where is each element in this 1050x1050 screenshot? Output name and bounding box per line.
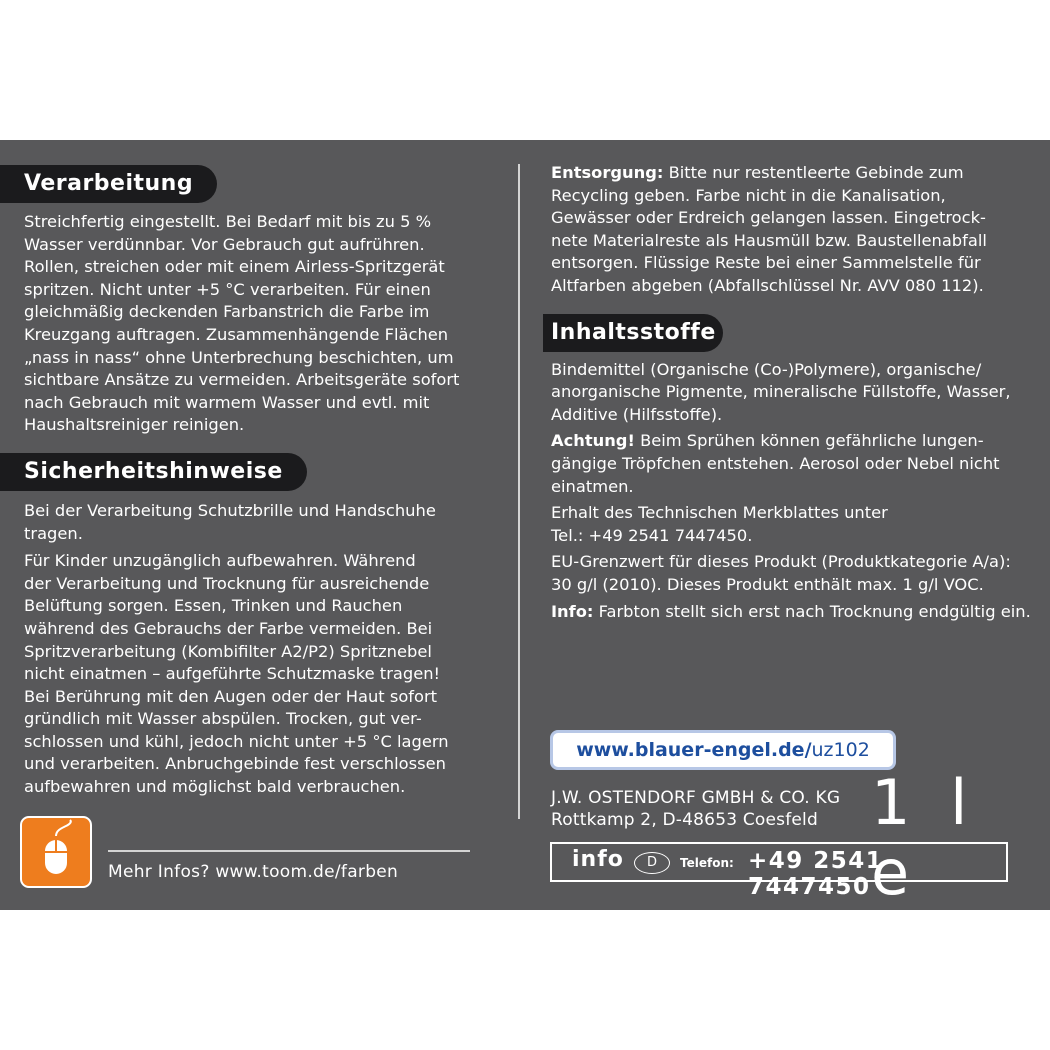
engel-url-code: uz102 bbox=[811, 739, 870, 761]
blauer-engel-link[interactable] bbox=[550, 730, 896, 770]
text-line: Altfarben abgeben (Abfallschlüssel Nr. AVV 080 112). bbox=[551, 275, 984, 295]
text-line: Recycling geben. Farbe nicht in die Kanalisation, bbox=[551, 185, 946, 205]
text-line: nach Gebrauch mit warmem Wasser und evtl. mit bbox=[24, 392, 430, 412]
info-line bbox=[551, 601, 1041, 624]
text-line bbox=[551, 430, 1041, 453]
inhalt-heading-wrap bbox=[551, 314, 1041, 354]
text-line: gängige Tröpfchen entstehen. Aerosol oder Nebel nicht bbox=[551, 453, 1000, 473]
verarbeitung-heading: Verarbeitung bbox=[0, 165, 217, 203]
computer-mouse-icon bbox=[20, 816, 92, 888]
text-line: Tel.: +49 2541 7447450. bbox=[551, 525, 753, 545]
text-line: Streichfertig eingestellt. Bei Bedarf mit bis zu 5 % bbox=[24, 212, 432, 231]
text-line: entsorgen. Flüssige Reste bei einer Sammelstelle für bbox=[551, 253, 981, 273]
text-line bbox=[551, 162, 1041, 185]
sicherheit-heading: Sicherheitshinweise bbox=[0, 453, 307, 491]
text-line: nete Materialreste als Hausmüll bzw. Baustellenabfall bbox=[551, 230, 987, 250]
text-line: spritzen. Nicht unter +5 °C verarbeiten. Für einen bbox=[24, 279, 431, 299]
country-code-badge: D bbox=[634, 852, 670, 874]
text-line: aufbewahren und möglichst bald verbrauchen. bbox=[24, 777, 406, 797]
text-line: „nass in nass“ ohne Unterbrechung beschichten, um bbox=[24, 347, 454, 367]
text-line: schlossen und kühl, jedoch nicht unter +5 °C lagern bbox=[24, 731, 449, 751]
text-line: sichtbare Ansätze zu vermeiden. Arbeitsgeräte sofort bbox=[24, 370, 460, 390]
achtung-label: Achtung! bbox=[551, 431, 635, 451]
entsorgung-block bbox=[551, 162, 1041, 298]
text-line: Für Kinder unzugänglich aufbewahren. Während bbox=[24, 551, 416, 571]
text-line: während des Gebrauchs der Farbe vermeiden. Bei bbox=[24, 618, 433, 638]
text-line: Spritzverarbeitung (Kombifilter A2/P2) Spritznebel bbox=[24, 641, 432, 661]
engel-url-bold: www.blauer-engel.de/ bbox=[576, 739, 812, 761]
text-line: anorganische Pigmente, mineralische Füllstoffe, Wasser, bbox=[551, 382, 1011, 402]
telefon-label: Telefon: bbox=[680, 856, 734, 870]
inhalt-heading: Inhaltsstoffe bbox=[551, 319, 716, 345]
verarbeitung-heading-wrap bbox=[0, 165, 494, 205]
text-line: 30 g/l (2010). Dieses Produkt enthält max. 1 g/l VOC. bbox=[551, 574, 984, 594]
text-line: Haushaltsreiniger reinigen. bbox=[24, 415, 245, 435]
text-line: und verarbeiten. Anbruchgebinde fest verschlossen bbox=[24, 754, 446, 774]
entsorgung-label: Entsorgung: bbox=[551, 163, 664, 182]
info-hotline-box bbox=[550, 842, 1008, 900]
info-text: Farbton stellt sich erst nach Trocknung endgültig ein. bbox=[593, 601, 1031, 621]
text-line: Bei Berührung mit den Augen oder der Haut sofort bbox=[24, 686, 438, 706]
telefon-number[interactable]: +49 2541 7447450 bbox=[748, 848, 884, 900]
company-name: J.W. OSTENDORF GMBH & CO. KG bbox=[551, 788, 841, 808]
text-line: Gewässer oder Erdreich gelangen lassen. Eingetrock- bbox=[551, 208, 986, 228]
sicherheit-para-1 bbox=[24, 500, 494, 545]
achtung-first: Beim Sprühen können gefährliche lungen- bbox=[634, 431, 984, 451]
right-column bbox=[551, 162, 1041, 623]
inhalt-text bbox=[551, 359, 1041, 427]
text-line: nicht einatmen – aufgeführte Schutzmaske tragen! bbox=[24, 664, 441, 684]
text-line: Kreuzgang auftragen. Zusammenhängende Flächen bbox=[24, 324, 449, 344]
text-line: Wasser verdünnbar. Vor Gebrauch gut aufrühren. bbox=[24, 234, 425, 254]
column-divider bbox=[518, 164, 520, 819]
info-label: Info: bbox=[551, 601, 594, 621]
entsorgung-first: Bitte nur restentleerte Gebinde zum bbox=[663, 163, 964, 182]
sicherheit-heading-wrap bbox=[0, 453, 494, 493]
mehr-infos-link[interactable]: Mehr Infos? www.toom.de/farben bbox=[108, 862, 399, 882]
text-line: gründlich mit Wasser abspülen. Trocken, gut ver- bbox=[24, 709, 422, 729]
grenzwert-block bbox=[551, 551, 1041, 596]
achtung-block bbox=[551, 430, 1041, 498]
text-line: Bindemittel (Organische (Co-)Polymere), organische/ bbox=[551, 359, 982, 379]
text-line: Belüftung sorgen. Essen, Trinken und Rauchen bbox=[24, 596, 403, 616]
text-line: EU-Grenzwert für dieses Produkt (Produktkategorie A/a): bbox=[551, 552, 1011, 572]
company-address bbox=[551, 787, 840, 831]
merkblatt-block bbox=[551, 502, 1041, 547]
verarbeitung-text bbox=[24, 211, 494, 437]
text-line: der Verarbeitung und Trocknung für ausreichende bbox=[24, 573, 430, 593]
info-word: info bbox=[572, 847, 624, 872]
volume-mark: 1 l e bbox=[871, 766, 978, 909]
text-line: tragen. bbox=[24, 523, 83, 543]
text-line: Additive (Hilfsstoffe). bbox=[551, 404, 723, 424]
mehr-infos-block bbox=[20, 816, 470, 886]
text-line: Bei der Verarbeitung Schutzbrille und Handschuhe bbox=[24, 500, 436, 520]
text-line: gleichmäßig deckenden Farbanstrich die Farbe im bbox=[24, 302, 430, 322]
divider bbox=[108, 850, 470, 852]
text-line: Erhalt des Technischen Merkblattes unter bbox=[551, 503, 888, 523]
left-column bbox=[24, 165, 494, 799]
text-line: einatmen. bbox=[551, 476, 634, 496]
label-panel bbox=[0, 140, 1050, 910]
company-street: Rottkamp 2, D-48653 Coesfeld bbox=[551, 810, 818, 830]
text-line: Rollen, streichen oder mit einem Airless-Spritzgerät bbox=[24, 257, 445, 277]
sicherheit-para-2 bbox=[24, 550, 494, 799]
